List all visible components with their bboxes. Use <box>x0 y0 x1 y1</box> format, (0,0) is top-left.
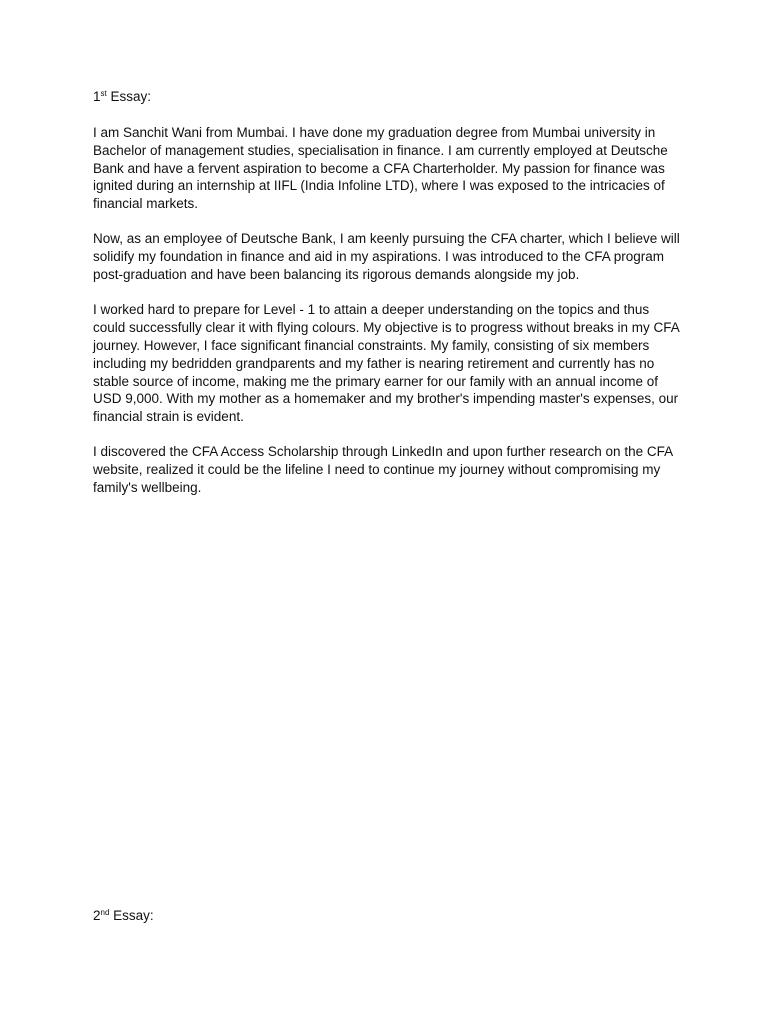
essay-1-paragraph-2: Now, as an employee of Deutsche Bank, I am keenly pursuing the CFA charter, which I believe will solidify my foundation in finance and aid in my aspirations. I was introduced to the CFA program post-graduation and have been balancing its rigorous demands alongside my job. <box>93 231 680 283</box>
essay-2-heading-number: 2 <box>93 908 101 923</box>
essay-1-heading-suffix: st <box>100 89 107 98</box>
essay-1-body <box>93 124 681 514</box>
essay-2-heading <box>93 907 154 925</box>
essay-1-heading-label: Essay: <box>106 89 152 104</box>
essay-1-heading <box>93 88 151 106</box>
essay-1-paragraph-1: I am Sanchit Wani from Mumbai. I have done my graduation degree from Mumbai university in Bachelor of management studies, specialisation in finance. I am currently employed at Deutsche Bank and have a fervent aspiration to become a CFA Charterholder. My passion for finance was ignited during an internship at IIFL (India Infoline LTD), where I was exposed to the intricacies of financial markets. <box>93 125 668 212</box>
essay-1-paragraph-3: I worked hard to prepare for Level - 1 to attain a deeper understanding on the topics and thus could successfully clear it with flying colours. My objective is to progress without breaks in my CFA journey. However, I face significant financial constraints. My family, consisting of six members including my bedridden grandparents and my father is nearing retirement and currently has no stable source of income, making me the primary earner for our family with an annual income of USD 9,000. With my mother as a homemaker and my brother's impending master's expenses, our financial strain is evident. <box>93 302 679 425</box>
essay-2-heading-suffix: nd <box>100 908 110 917</box>
essay-2-heading-label: Essay: <box>109 908 154 923</box>
essay-1-paragraph-4: I discovered the CFA Access Scholarship through LinkedIn and upon further research on the CFA website, realized it could be the lifeline I need to continue my journey without compromising my family's wellbeing. <box>93 444 673 496</box>
essay-1-heading-number: 1 <box>93 89 101 104</box>
